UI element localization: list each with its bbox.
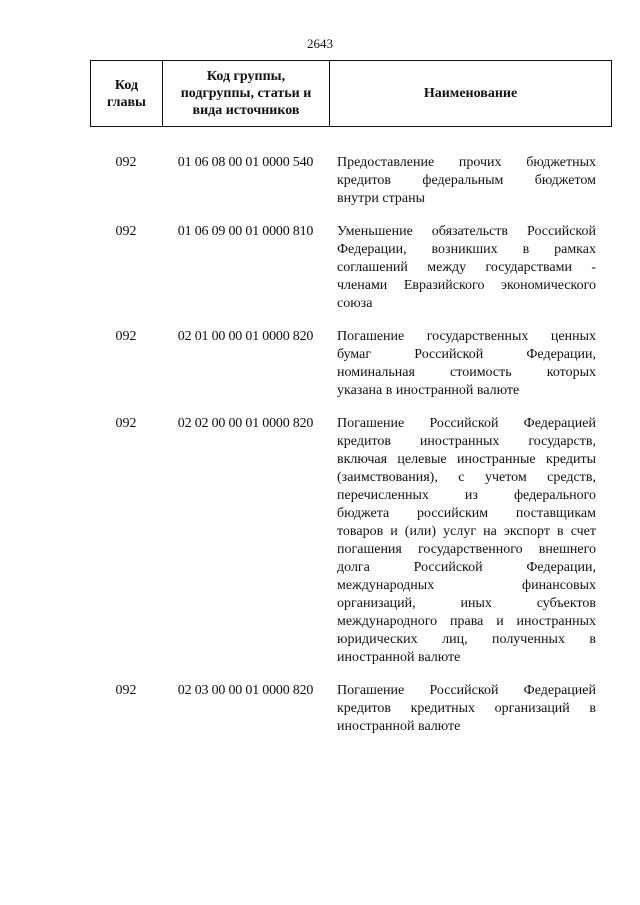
source-code: 01 06 08 00 01 0000 540	[177, 155, 314, 170]
item-name-line: кредитов кредитных организаций в	[337, 701, 596, 716]
item-name	[337, 415, 596, 667]
header-chapter-code	[91, 61, 163, 126]
item-name-line: внутри страны	[337, 191, 425, 206]
chapter-code: 092	[115, 416, 137, 431]
table-row	[90, 415, 612, 667]
item-name-line: указана в иностранной валюте	[337, 383, 520, 398]
table-header	[90, 60, 612, 127]
item-name-line: членами Евразийского экономического	[337, 278, 596, 293]
item-name-line: союза	[337, 296, 373, 311]
item-name-line: включая целевые иностранные кредиты	[337, 452, 596, 467]
item-name-line: иностранной валюте	[337, 650, 461, 665]
item-name-line: кредитов федеральным бюджетом	[337, 173, 596, 188]
item-name-line: Уменьшение обязательств Российской	[337, 224, 596, 239]
chapter-code: 092	[115, 224, 137, 239]
item-name-line: международных финансовых	[337, 578, 596, 593]
item-name-line: перечисленных из федерального	[337, 488, 596, 503]
item-name	[337, 223, 596, 313]
chapter-code: 092	[115, 155, 137, 170]
item-name-line: долга Российской Федерации,	[337, 560, 596, 575]
item-name-line: Погашение государственных ценных	[337, 329, 596, 344]
item-name-line: Погашение Российской Федерацией	[337, 683, 596, 698]
item-name-line: товаров и (или) услуг на экспорт в счет	[337, 524, 596, 539]
item-name-line: иностранной валюте	[337, 719, 461, 734]
item-name-line: организаций, иных субъектов	[337, 596, 596, 611]
table-body	[90, 154, 612, 751]
header-group-code	[163, 61, 330, 126]
item-name-line: Предоставление прочих бюджетных	[337, 155, 596, 170]
table-row	[90, 223, 612, 313]
source-code: 02 02 00 00 01 0000 820	[177, 416, 314, 431]
header-chapter-code-line: Код	[114, 77, 139, 93]
item-name-line: юридических лиц, полученных в	[337, 632, 596, 647]
page-number: 2643	[307, 36, 333, 51]
chapter-code: 092	[115, 683, 137, 698]
item-name-line: бумаг Российской Федерации,	[337, 347, 596, 362]
header-group-code-line: подгруппы, статьи и	[180, 86, 312, 101]
header-chapter-code-line: главы	[107, 94, 146, 110]
item-name-line: бюджета российским поставщикам	[337, 506, 596, 521]
table-row	[90, 154, 612, 208]
header-name: Наименование	[423, 86, 518, 101]
source-code: 02 03 00 00 01 0000 820	[177, 683, 314, 698]
chapter-code: 092	[115, 329, 137, 344]
table-row	[90, 682, 612, 736]
header-group-code-line: вида источников	[192, 103, 300, 118]
item-name	[337, 682, 596, 736]
source-code: 02 01 00 00 01 0000 820	[177, 329, 314, 344]
table-row	[90, 328, 612, 400]
header-group-code-line: Код группы,	[206, 69, 286, 84]
item-name	[337, 154, 596, 208]
item-name-line: Федерации, возникших в рамках	[337, 242, 596, 257]
item-name-line: (заимствования), с учетом средств,	[337, 470, 596, 485]
item-name-line: погашения государственного внешнего	[337, 542, 596, 557]
item-name-line: кредитов иностранных государств,	[337, 434, 596, 449]
source-code: 01 06 09 00 01 0000 810	[177, 224, 314, 239]
item-name-line: соглашений между государствами -	[337, 260, 596, 275]
item-name-line: Погашение Российской Федерацией	[337, 416, 596, 431]
item-name-line: международного права и иностранных	[337, 614, 596, 629]
item-name-line: номинальная стоимость которых	[337, 365, 596, 380]
item-name	[337, 328, 596, 400]
